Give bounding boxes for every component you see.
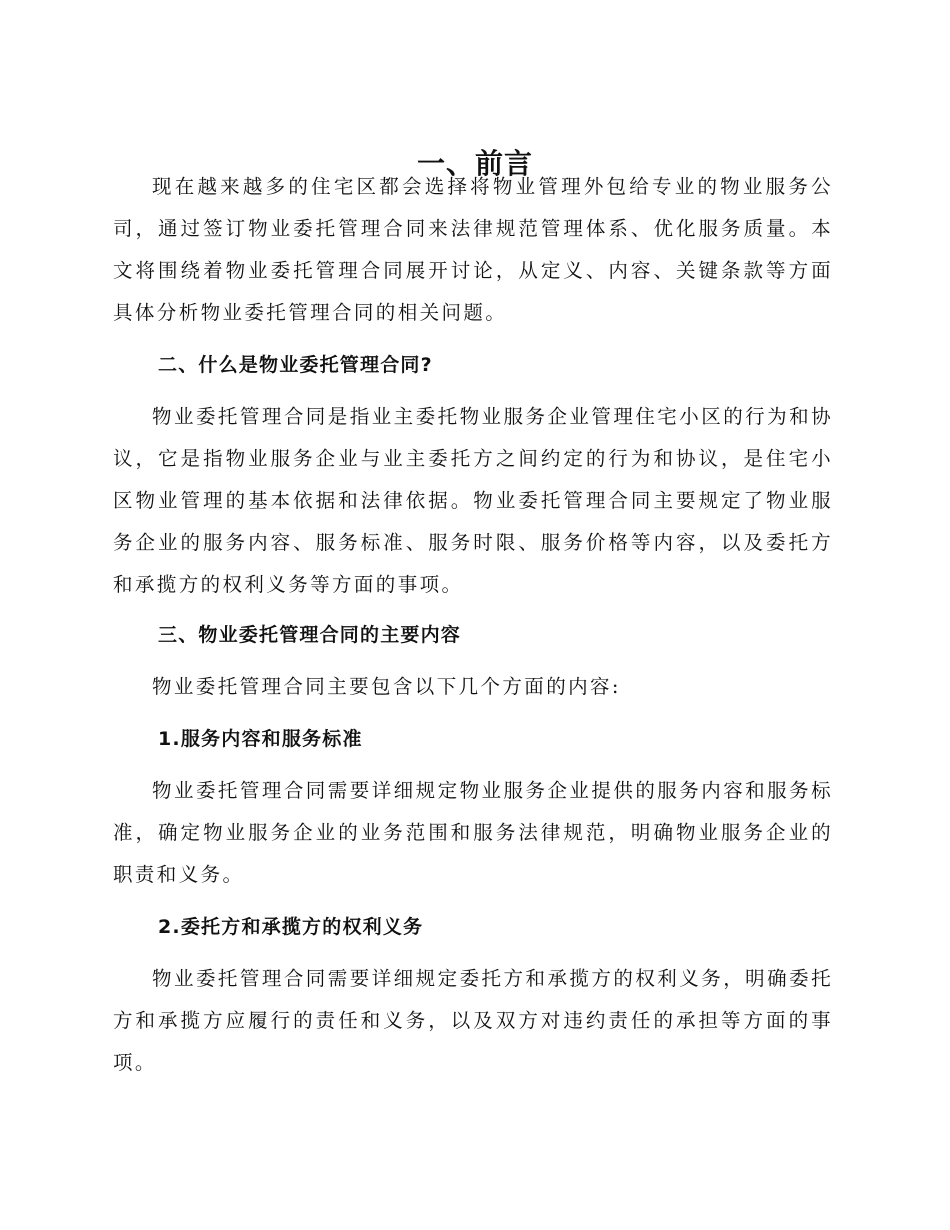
section-heading-main-content: 三、物业委托管理合同的主要内容 <box>158 624 462 646</box>
main-content-intro-paragraph: 物业委托管理合同主要包含以下几个方面的内容: <box>152 675 621 698</box>
document-title: 一、前言 <box>416 146 533 180</box>
intro-paragraph: 现在越来越多的住宅区都会选择将物业管理外包给专业的物业服务公司，通过签订物业委托管理合同来法律规范管理体系、优化服务质量。本文将围绕着物业委托管理合同展开讨论，从定义、内容、关键条款等方面具体分析物业委托管理合同的相关问题。 <box>113 175 833 324</box>
section-heading-definition: 二、什么是物业委托管理合同? <box>158 354 433 376</box>
subheading-service-content: 1.服务内容和服务标准 <box>158 728 363 750</box>
definition-paragraph: 物业委托管理合同是指业主委托物业服务企业管理住宅小区的行为和协议，它是指物业服务企业与业主委托方之间约定的行为和协议，是住宅小区物业管理的基本依据和法律依据。物业委托管理合同主要规定了物业服务企业的服务内容、服务标准、服务时限、服务价格等内容，以及委托方和承揽方的权利义务等方面的事项。 <box>113 405 833 596</box>
subheading-rights-obligations: 2.委托方和承揽方的权利义务 <box>158 916 424 938</box>
service-content-paragraph: 物业委托管理合同需要详细规定物业服务企业提供的服务内容和服务标准，确定物业服务企业的业务范围和服务法律规范，明确物业服务企业的职责和义务。 <box>113 779 833 886</box>
rights-obligations-paragraph: 物业委托管理合同需要详细规定委托方和承揽方的权利义务，明确委托方和承揽方应履行的责任和义务，以及双方对违约责任的承担等方面的事项。 <box>113 967 833 1074</box>
